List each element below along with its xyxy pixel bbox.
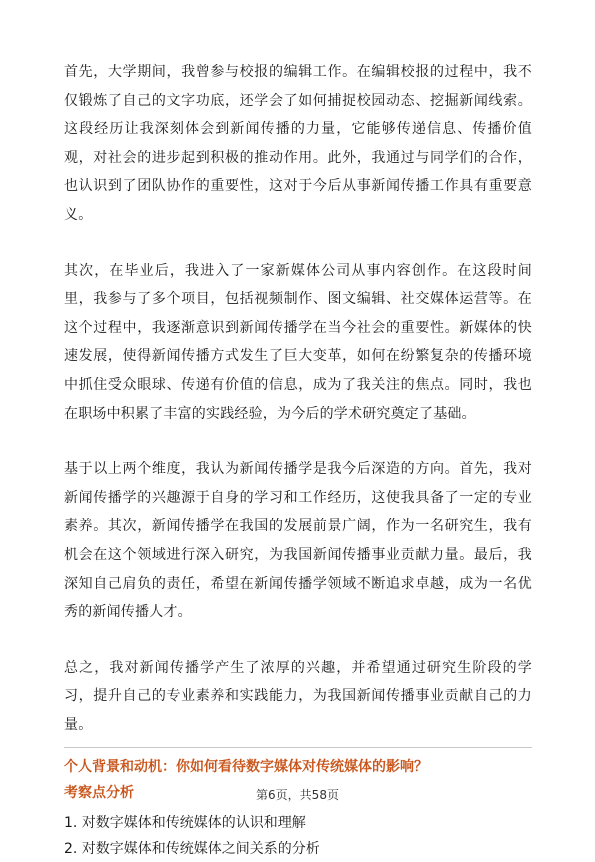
analysis-list	[64, 810, 532, 862]
document-body	[64, 58, 532, 862]
list-item: 1. 对数字媒体和传统媒体的认识和理解	[64, 815, 306, 832]
paragraph-2: 其次，在毕业后，我进入了一家新媒体公司从事内容创作。在这段时间里，我参与了多个项目，包括视频制作、图文编辑、社交媒体运营等。在这个过程中，我逐渐意识到新闻传播学在当今社会的重要性。新媒体的快速发展，使得新闻传播方式发生了巨大变革，如何在纷繁复杂的传播环境中抓住受众眼球、传递有价值的信息，成为了我关注的焦点。同时，我也在职场中积累了丰富的实践经验，为今后的学术研究奠定了基础。	[64, 262, 532, 422]
section-divider	[64, 747, 532, 748]
paragraph-1: 首先，大学期间，我曾参与校报的编辑工作。在编辑校报的过程中，我不仅锻炼了自己的文字功底，还学会了如何捕捉校园动态、挖掘新闻线索。这段经历让我深刻体会到新闻传播的力量，它能够传递信息、传播价值观，对社会的进步起到积极的推动作用。此外，我通过与同学们的合作，也认识到了团队协作的重要性，这对于今后从事新闻传播工作具有重要意义。	[64, 64, 532, 223]
paragraph-3: 基于以上两个维度，我认为新闻传播学是我今后深造的方向。首先，我对新闻传播学的兴趣源于自身的学习和工作经历，这使我具备了一定的专业素养。其次，新闻传播学在我国的发展前景广阔，作为一名研究生，我有机会在这个领域进行深入研究，为我国新闻传播事业贡献力量。最后，我深知自己肩负的责任，希望在新闻传播学领域不断追求卓越，成为一名优秀的新闻传播人才。	[64, 461, 532, 621]
question-heading: 个人背景和动机：你如何看待数字媒体对传统媒体的影响？	[64, 759, 428, 776]
paragraph-4: 总之，我对新闻传播学产生了浓厚的兴趣，并希望通过研究生阶段的学习，提升自己的专业素养和实践能力，为我国新闻传播事业贡献自己的力量。	[64, 659, 532, 733]
page-number-footer: 第6页，共58页	[256, 788, 339, 802]
list-item: 2. 对数字媒体和传统媒体之间关系的分析	[64, 841, 320, 858]
analysis-heading: 考察点分析	[64, 785, 134, 802]
